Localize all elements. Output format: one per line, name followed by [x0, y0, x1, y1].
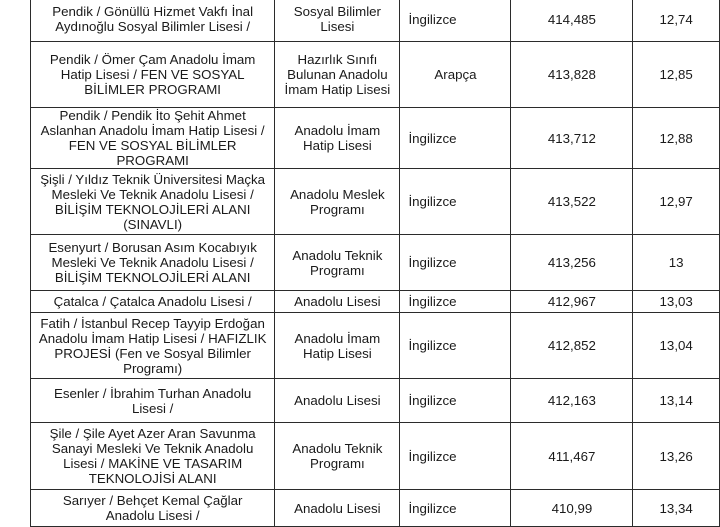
table-row [31, 313, 720, 379]
table-row [31, 169, 720, 235]
percentile-cell: 13,03 [633, 291, 720, 313]
language-cell: İngilizce [400, 423, 511, 490]
percentile-cell: 13,34 [633, 490, 720, 527]
school-name-cell: Sarıyer / Behçet Kemal Çağlar Anadolu Lisesi / [31, 490, 275, 527]
school-score-table [30, 0, 720, 527]
school-name-cell: Şişli / Yıldız Teknik Üniversitesi Maçka Mesleki Ve Teknik Anadolu Lisesi / BİLİŞİM TEKNOLOJİLERİ ALANI (SINAVLI) [31, 169, 275, 235]
score-cell: 412,852 [511, 313, 633, 379]
table-row [31, 379, 720, 423]
language-cell: İngilizce [400, 235, 511, 291]
score-cell: 413,712 [511, 108, 633, 169]
percentile-cell: 12,88 [633, 108, 720, 169]
language-cell: İngilizce [400, 291, 511, 313]
table-row [31, 108, 720, 169]
school-name-cell: Esenyurt / Borusan Asım Kocabıyık Mesleki Ve Teknik Anadolu Lisesi / BİLİŞİM TEKNOLOJİLERİ ALANI [31, 235, 275, 291]
score-cell: 414,485 [511, 0, 633, 42]
table-row [31, 235, 720, 291]
school-type-cell: Anadolu Lisesi [275, 291, 400, 313]
table-row [31, 0, 720, 42]
score-cell: 412,163 [511, 379, 633, 423]
language-cell: İngilizce [400, 490, 511, 527]
score-cell: 410,99 [511, 490, 633, 527]
percentile-cell: 13 [633, 235, 720, 291]
percentile-cell: 12,97 [633, 169, 720, 235]
score-cell: 411,467 [511, 423, 633, 490]
school-type-cell: Hazırlık Sınıfı Bulunan Anadolu İmam Hatip Lisesi [275, 42, 400, 108]
school-name-cell: Çatalca / Çatalca Anadolu Lisesi / [31, 291, 275, 313]
school-type-cell: Anadolu Lisesi [275, 379, 400, 423]
school-name-cell: Pendik / Ömer Çam Anadolu İmam Hatip Lisesi / FEN VE SOSYAL BİLİMLER PROGRAMI [31, 42, 275, 108]
table-row [31, 291, 720, 313]
percentile-cell: 13,14 [633, 379, 720, 423]
school-name-cell: Pendik / Gönüllü Hizmet Vakfı İnal Aydınoğlu Sosyal Bilimler Lisesi / [31, 0, 275, 42]
school-type-cell: Anadolu Lisesi [275, 490, 400, 527]
score-cell: 413,828 [511, 42, 633, 108]
percentile-cell: 13,04 [633, 313, 720, 379]
language-cell: İngilizce [400, 0, 511, 42]
language-cell: İngilizce [400, 108, 511, 169]
percentile-cell: 12,74 [633, 0, 720, 42]
school-name-cell: Esenler / İbrahim Turhan Anadolu Lisesi / [31, 379, 275, 423]
language-cell: İngilizce [400, 379, 511, 423]
school-type-cell: Anadolu İmam Hatip Lisesi [275, 313, 400, 379]
table-row [31, 423, 720, 490]
school-name-cell: Şile / Şile Ayet Azer Aran Savunma Sanayi Mesleki Ve Teknik Anadolu Lisesi / MAKİNE VE TASARIM TEKNOLOJİSİ ALANI [31, 423, 275, 490]
percentile-cell: 13,26 [633, 423, 720, 490]
school-type-cell: Anadolu İmam Hatip Lisesi [275, 108, 400, 169]
score-cell: 413,522 [511, 169, 633, 235]
school-type-cell: Anadolu Teknik Programı [275, 235, 400, 291]
language-cell: İngilizce [400, 169, 511, 235]
table-row [31, 490, 720, 527]
score-cell: 413,256 [511, 235, 633, 291]
school-type-cell: Anadolu Meslek Programı [275, 169, 400, 235]
school-type-cell: Sosyal Bilimler Lisesi [275, 0, 400, 42]
language-cell: İngilizce [400, 313, 511, 379]
school-name-cell: Fatih / İstanbul Recep Tayyip Erdoğan Anadolu İmam Hatip Lisesi / HAFIZLIK PROJESİ (Fen ve Sosyal Bilimler Programı) [31, 313, 275, 379]
table-row [31, 42, 720, 108]
school-type-cell: Anadolu Teknik Programı [275, 423, 400, 490]
percentile-cell: 12,85 [633, 42, 720, 108]
school-name-cell: Pendik / Pendik İto Şehit Ahmet Aslanhan Anadolu İmam Hatip Lisesi / FEN VE SOSYAL BİLİMLER PROGRAMI [31, 108, 275, 169]
score-cell: 412,967 [511, 291, 633, 313]
language-cell: Arapça [400, 42, 511, 108]
